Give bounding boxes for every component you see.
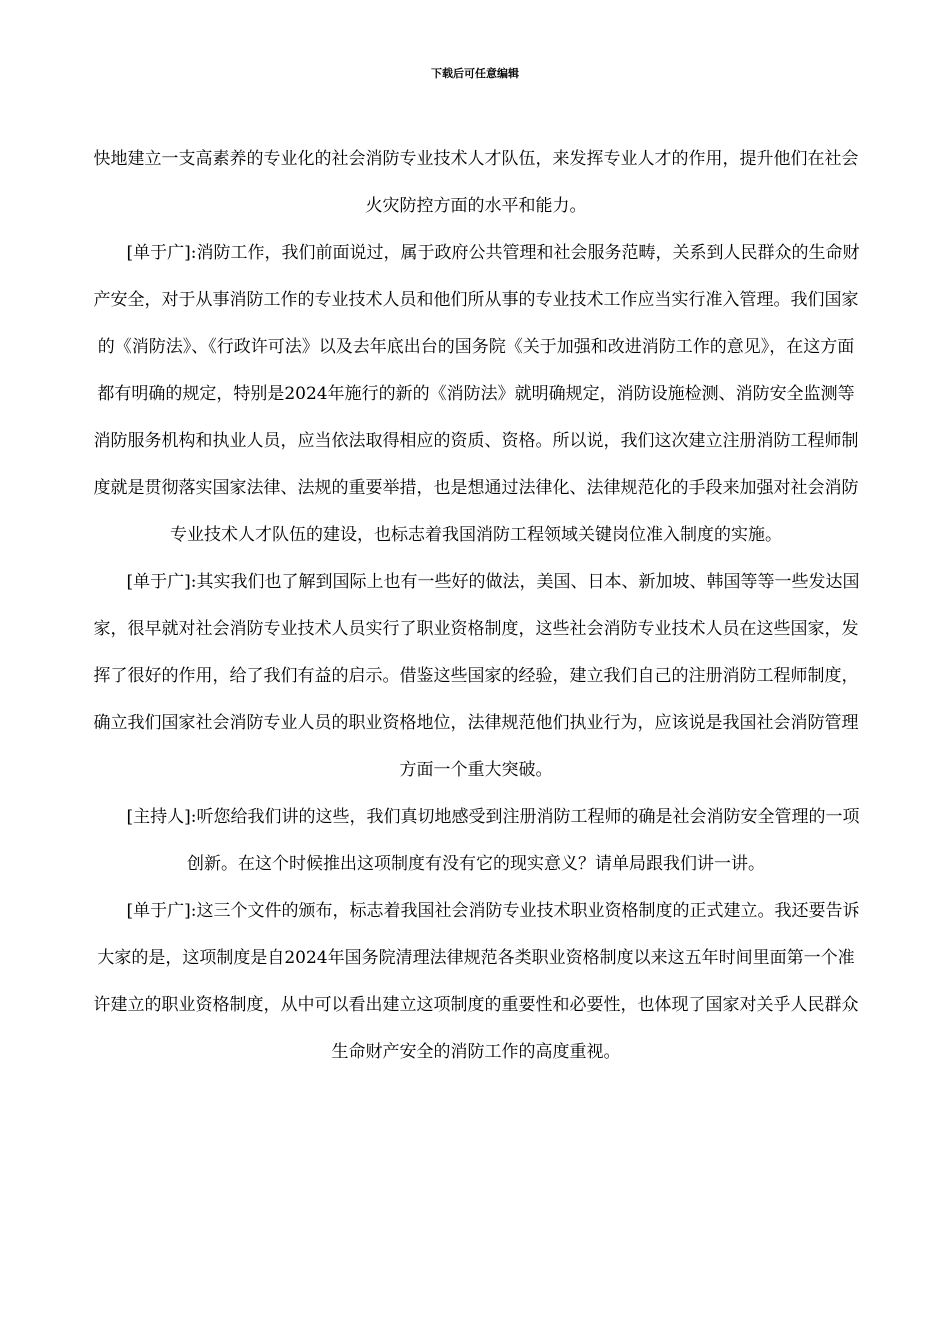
paragraph-continuation: 快地建立一支高素养的专业化的社会消防专业技术人才队伍，来发挥专业人才的作用，提升他们在社会火灾防控方面的水平和能力。 [93,149,859,216]
document-body [90,136,862,1076]
paragraph-dan-yuguang-2: [单于广]:其实我们也了解到国际上也有一些好的做法，美国、日本、新加坡、韩国等等一些发达国家，很早就对社会消防专业技术人员实行了职业资格制度，这些社会消防专业技术人员在这些国家，发挥了很好的作用，给了我们有益的启示。借鉴这些国家的经验，建立我们自己的注册消防工程师制度，确立我们国家社会消防专业人员的职业资格地位，法律规范他们执业行为，应该说是我国社会消防管理方面一个重大突破。 [93,572,860,780]
page-header: 下载后可任意编辑 [431,67,519,80]
paragraph-dan-yuguang-3: [单于广]:这三个文件的颁布，标志着我国社会消防专业技术职业资格制度的正式建立。我还要告诉大家的是，这项制度是自2024年国务院清理法律规范各类职业资格制度以来这五年时间里面第一个准许建立的职业资格制度，从中可以看出建立这项制度的重要性和必要性，也体现了国家对关乎人民群众生命财产安全的消防工作的高度重视。 [93,901,860,1062]
paragraph-dan-yuguang-1: [单于广]:消防工作，我们前面说过，属于政府公共管理和社会服务范畴，关系到人民群众的生命财产安全，对于从事消防工作的专业技术人员和他们所从事的专业技术工作应当实行准入管理。我们国家的《消防法》、《行政许可法》以及去年底出台的国务院《关于加强和改进消防工作的意见》，在这方面都有明确的规定，特别是2024年施行的新的《消防法》就明确规定，消防设施检测、消防安全监测等消防服务机构和执业人员，应当依法取得相应的资质、资格。所以说，我们这次建立注册消防工程师制度就是贯彻落实国家法律、法规的重要举措，也是想通过法律化、法律规范化的手段来加强对社会消防专业技术人才队伍的建设，也标志着我国消防工程领域关键岗位准入制度的实施。 [93,243,860,545]
paragraph-host: [主持人]:听您给我们讲的这些，我们真切地感受到注册消防工程师的确是社会消防安全管理的一项创新。在这个时候推出这项制度有没有它的现实意义？请单局跟我们讲一讲。 [126,807,860,874]
